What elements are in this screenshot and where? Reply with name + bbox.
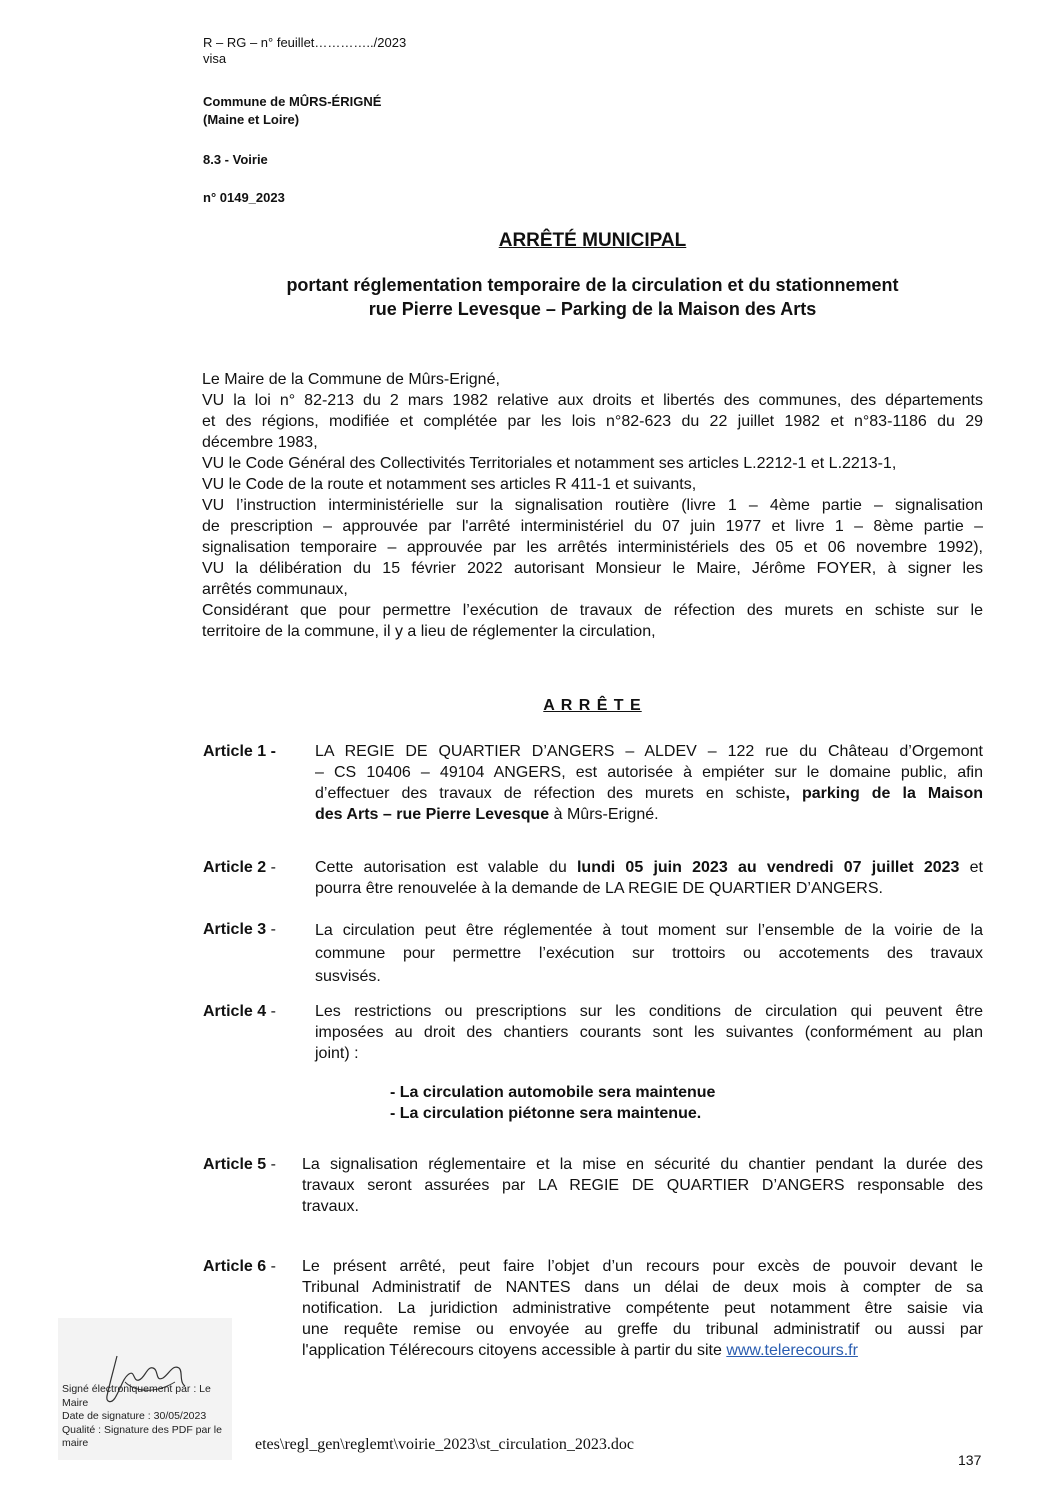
article-line-part: Cette autorisation est valable du bbox=[315, 859, 577, 876]
article-line: commune pour permettre l’exécution sur trottoirs ou accotements des travaux bbox=[315, 945, 983, 962]
article-2-label bbox=[203, 857, 276, 878]
article-6-label bbox=[203, 1256, 276, 1277]
preamble-line: VU le Code Général des Collectivités Territoriales et notamment ses articles L.2212-1 et L.2213-1, bbox=[202, 455, 897, 472]
signature-stamp-text bbox=[62, 1383, 230, 1451]
article-line: imposées au droit des chantiers courants sont les suivantes (conformément au plan bbox=[315, 1024, 983, 1041]
document-subtitle bbox=[200, 273, 985, 321]
article-label-dash: - bbox=[266, 1258, 276, 1275]
arrete-heading: A R R Ê T E bbox=[543, 697, 642, 714]
article-label-dash: - bbox=[266, 921, 276, 938]
article-line: travaux seront assurées par LA REGIE DE QUARTIER D’ANGERS responsable des bbox=[302, 1177, 983, 1194]
article-line: Les restrictions ou prescriptions sur les conditions de circulation qui peuvent être bbox=[315, 1003, 983, 1020]
article-label-text: Article 4 bbox=[203, 1003, 267, 1020]
article-line: joint) : bbox=[315, 1045, 359, 1062]
stamp-line: Date de signature : 30/05/2023 bbox=[62, 1410, 207, 1422]
document-title: ARRÊTÉ MUNICIPAL bbox=[498, 230, 687, 251]
preamble-line: VU le Code de la route et notamment ses articles R 411-1 et suivants, bbox=[202, 476, 697, 493]
preamble-line: décembre 1983, bbox=[202, 434, 318, 451]
preamble bbox=[202, 369, 983, 642]
subtitle-line-2: rue Pierre Levesque – Parking de la Maison des Arts bbox=[368, 299, 817, 319]
article-4-bullets bbox=[390, 1082, 715, 1124]
article-line: – CS 10406 – 49104 ANGERS, est autorisée à empiéter sur le domaine public, afin bbox=[315, 764, 983, 781]
article-label-dash: - bbox=[266, 1003, 276, 1020]
stamp-line: Signé électroniquement par : Le bbox=[62, 1383, 211, 1395]
department-name: (Maine et Loire) bbox=[203, 112, 300, 127]
article-4-text bbox=[315, 1001, 983, 1064]
article-line: LA REGIE DE QUARTIER D’ANGERS – ALDEV – 122 rue du Château d’Orgemont bbox=[315, 743, 983, 760]
article-label-text: Article 3 bbox=[203, 921, 267, 938]
article-5-text bbox=[302, 1154, 983, 1217]
article-line-part: à Mûrs-Erigné. bbox=[549, 806, 659, 823]
footer-file-path: etes\regl_gen\reglemt\voirie_2023\st_circulation_2023.doc bbox=[255, 1436, 635, 1453]
preamble-line: Considérant que pour permettre l’exécution de travaux de réfection des murets en schiste sur le bbox=[202, 602, 983, 619]
article-1-text bbox=[315, 741, 983, 825]
preamble-line: VU la loi n° 82-213 du 2 mars 1982 relative aux droits et libertés des communes, des départements bbox=[202, 392, 983, 409]
article-line: La signalisation réglementaire et la mise en sécurité du chantier pendant la durée des bbox=[302, 1156, 983, 1173]
bullet-item: - La circulation piétonne sera maintenue. bbox=[390, 1105, 702, 1122]
reference-line: R – RG – n° feuillet…………../2023 bbox=[203, 35, 407, 50]
telerecours-link[interactable]: www.telerecours.fr bbox=[726, 1342, 858, 1359]
preamble-line: de prescription – approuvée par l'arrêté interministériel du 07 juin 1977 et livre 1 – 8ème partie – bbox=[202, 518, 983, 535]
article-line: pourra être renouvelée à la demande de LA REGIE DE QUARTIER D’ANGERS. bbox=[315, 880, 883, 897]
article-label-dash: - bbox=[266, 859, 276, 876]
category-label: 8.3 - Voirie bbox=[203, 152, 268, 167]
article-label-text: Article 2 bbox=[203, 859, 267, 876]
article-line-part: l'application Télérecours citoyens accessible à partir du site bbox=[302, 1342, 727, 1359]
article-line: Le présent arrêté, peut faire l’objet d’un recours pour excès de pouvoir devant le bbox=[302, 1258, 983, 1275]
article-label-text: Article 6 bbox=[203, 1258, 267, 1275]
commune-name: Commune de MÛRS-ÉRIGNÉ bbox=[203, 94, 382, 109]
visa-label: visa bbox=[203, 51, 227, 66]
preamble-line: VU l’instruction interministérielle sur la signalisation routière (livre 1 – 4ème partie – signalisation bbox=[202, 497, 983, 514]
article-5-label bbox=[203, 1154, 276, 1175]
article-2-text bbox=[315, 857, 983, 899]
preamble-line: Le Maire de la Commune de Mûrs-Erigné, bbox=[202, 371, 500, 388]
article-line: une requête remise ou envoyée au greffe du tribunal administratif ou aussi par bbox=[302, 1321, 983, 1338]
preamble-line: et des régions, modifiée et complétée par les lois n°82-623 du 22 juillet 1982 et n°83-1186 du 29 bbox=[202, 413, 983, 430]
article-1-label: Article 1 - bbox=[203, 743, 276, 760]
stamp-line: maire bbox=[62, 1437, 89, 1449]
preamble-line: VU la délibération du 15 février 2022 autorisant Monsieur le Maire, Jérôme FOYER, à signer les bbox=[202, 560, 983, 577]
article-line-bold: des Arts – rue Pierre Levesque bbox=[315, 806, 550, 823]
article-line-part: d’effectuer des travaux de réfection des murets en schiste bbox=[315, 785, 786, 802]
article-3-text bbox=[315, 919, 983, 988]
article-4-label bbox=[203, 1001, 276, 1022]
article-line-bold: , parking de la Maison bbox=[785, 785, 983, 802]
preamble-line: signalisation temporaire – approuvée par les arrêtés interministériels des 05 et 06 novembre 1992), bbox=[202, 539, 983, 556]
article-line-part: et bbox=[959, 859, 983, 876]
stamp-line: Qualité : Signature des PDF par le bbox=[62, 1423, 222, 1436]
article-3-label bbox=[203, 919, 276, 940]
article-line: Tribunal Administratif de NANTES dans un délai de deux mois à compter de sa bbox=[302, 1279, 983, 1296]
preamble-line: arrêtés communaux, bbox=[202, 581, 348, 598]
preamble-line: territoire de la commune, il y a lieu de réglementer la circulation, bbox=[202, 623, 656, 640]
subtitle-line-1: portant réglementation temporaire de la circulation et du stationnement bbox=[286, 275, 899, 295]
article-6-text bbox=[302, 1256, 983, 1361]
article-line: La circulation peut être réglementée à tout moment sur l’ensemble de la voirie de la bbox=[315, 922, 983, 939]
article-label-text: Article 5 bbox=[203, 1156, 267, 1173]
article-line-bold: lundi 05 juin 2023 au vendredi 07 juillet 2023 bbox=[576, 859, 960, 876]
stamp-line: Maire bbox=[62, 1396, 89, 1409]
decree-number: n° 0149_2023 bbox=[203, 190, 285, 205]
article-label-dash: - bbox=[266, 1156, 276, 1173]
article-line: travaux. bbox=[302, 1198, 359, 1215]
article-line: notification. La juridiction administrative compétente peut notamment être saisie via bbox=[302, 1300, 983, 1317]
article-line: susvisés. bbox=[315, 968, 381, 985]
bullet-item: - La circulation automobile sera maintenue bbox=[390, 1084, 716, 1101]
page-number: 137 bbox=[958, 1452, 982, 1468]
